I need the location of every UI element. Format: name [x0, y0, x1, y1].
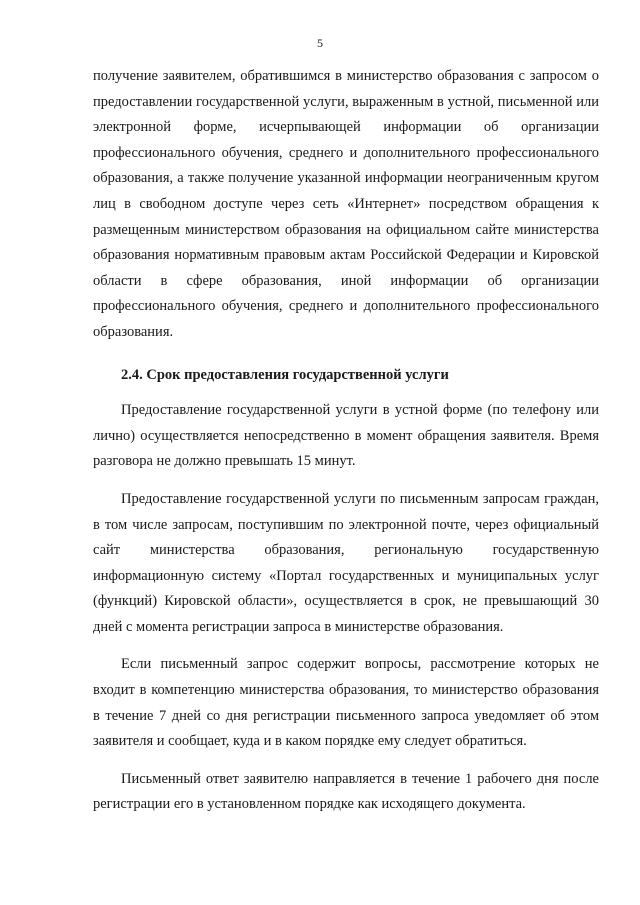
- section-heading: 2.4. Срок предоставления государственной услуги: [121, 366, 449, 383]
- spacer: [93, 346, 599, 363]
- spacer: [93, 475, 599, 487]
- written-requests-paragraph: Предоставление государственной услуги по письменным запросам граждан, в том числе запросам, поступившим по электронной почте, через официальный сайт министерства образования, региональную государственную информационную систему «Портал государственных и муниципальных услуг (функций) Кировской области», осуществляется в срок, не превышающий 30 дней с момента регистрации запроса в министерстве образования.: [93, 490, 599, 635]
- spacer: [93, 388, 599, 398]
- written-response-paragraph: Письменный ответ заявителю направляется в течение 1 рабочего дня после регистрации его в установленном порядке как исходящего документа.: [93, 770, 599, 813]
- oral-form-paragraph: Предоставление государственной услуги в устной форме (по телефону или лично) осуществляется непосредственно в момент обращения заявителя. Время разговора не должно превышать 15 минут.: [93, 402, 599, 470]
- document-body: [93, 64, 599, 818]
- page-number: 5: [317, 36, 323, 50]
- intro-paragraph: получение заявителем, обратившимся в министерство образования с запросом о предоставлении государственной услуги, выраженным в устной, письменной или электронной форме, исчерпывающей информации об организации профессионального обучения, среднего и дополнительного профессионального образования, а также получение указанной информации неограниченным кругом лиц в свободном доступе через сеть «Интернет» посредством обращения к размещенным министерством образования на официальном сайте министерства образования нормативным правовым актам Российской Федерации и Кировской области в сфере образования, иной информации об организации профессионального обучения, среднего и дополнительного профессионального образования.: [93, 68, 599, 340]
- spacer: [93, 755, 599, 767]
- spacer: [93, 640, 599, 652]
- competence-paragraph: Если письменный запрос содержит вопросы, рассмотрение которых не входит в компетенцию министерства образования, то министерство образования в течение 7 дней со дня регистрации письменного запроса уведомляет об этом заявителя и сообщает, куда и в каком порядке ему следует обратиться.: [93, 656, 599, 750]
